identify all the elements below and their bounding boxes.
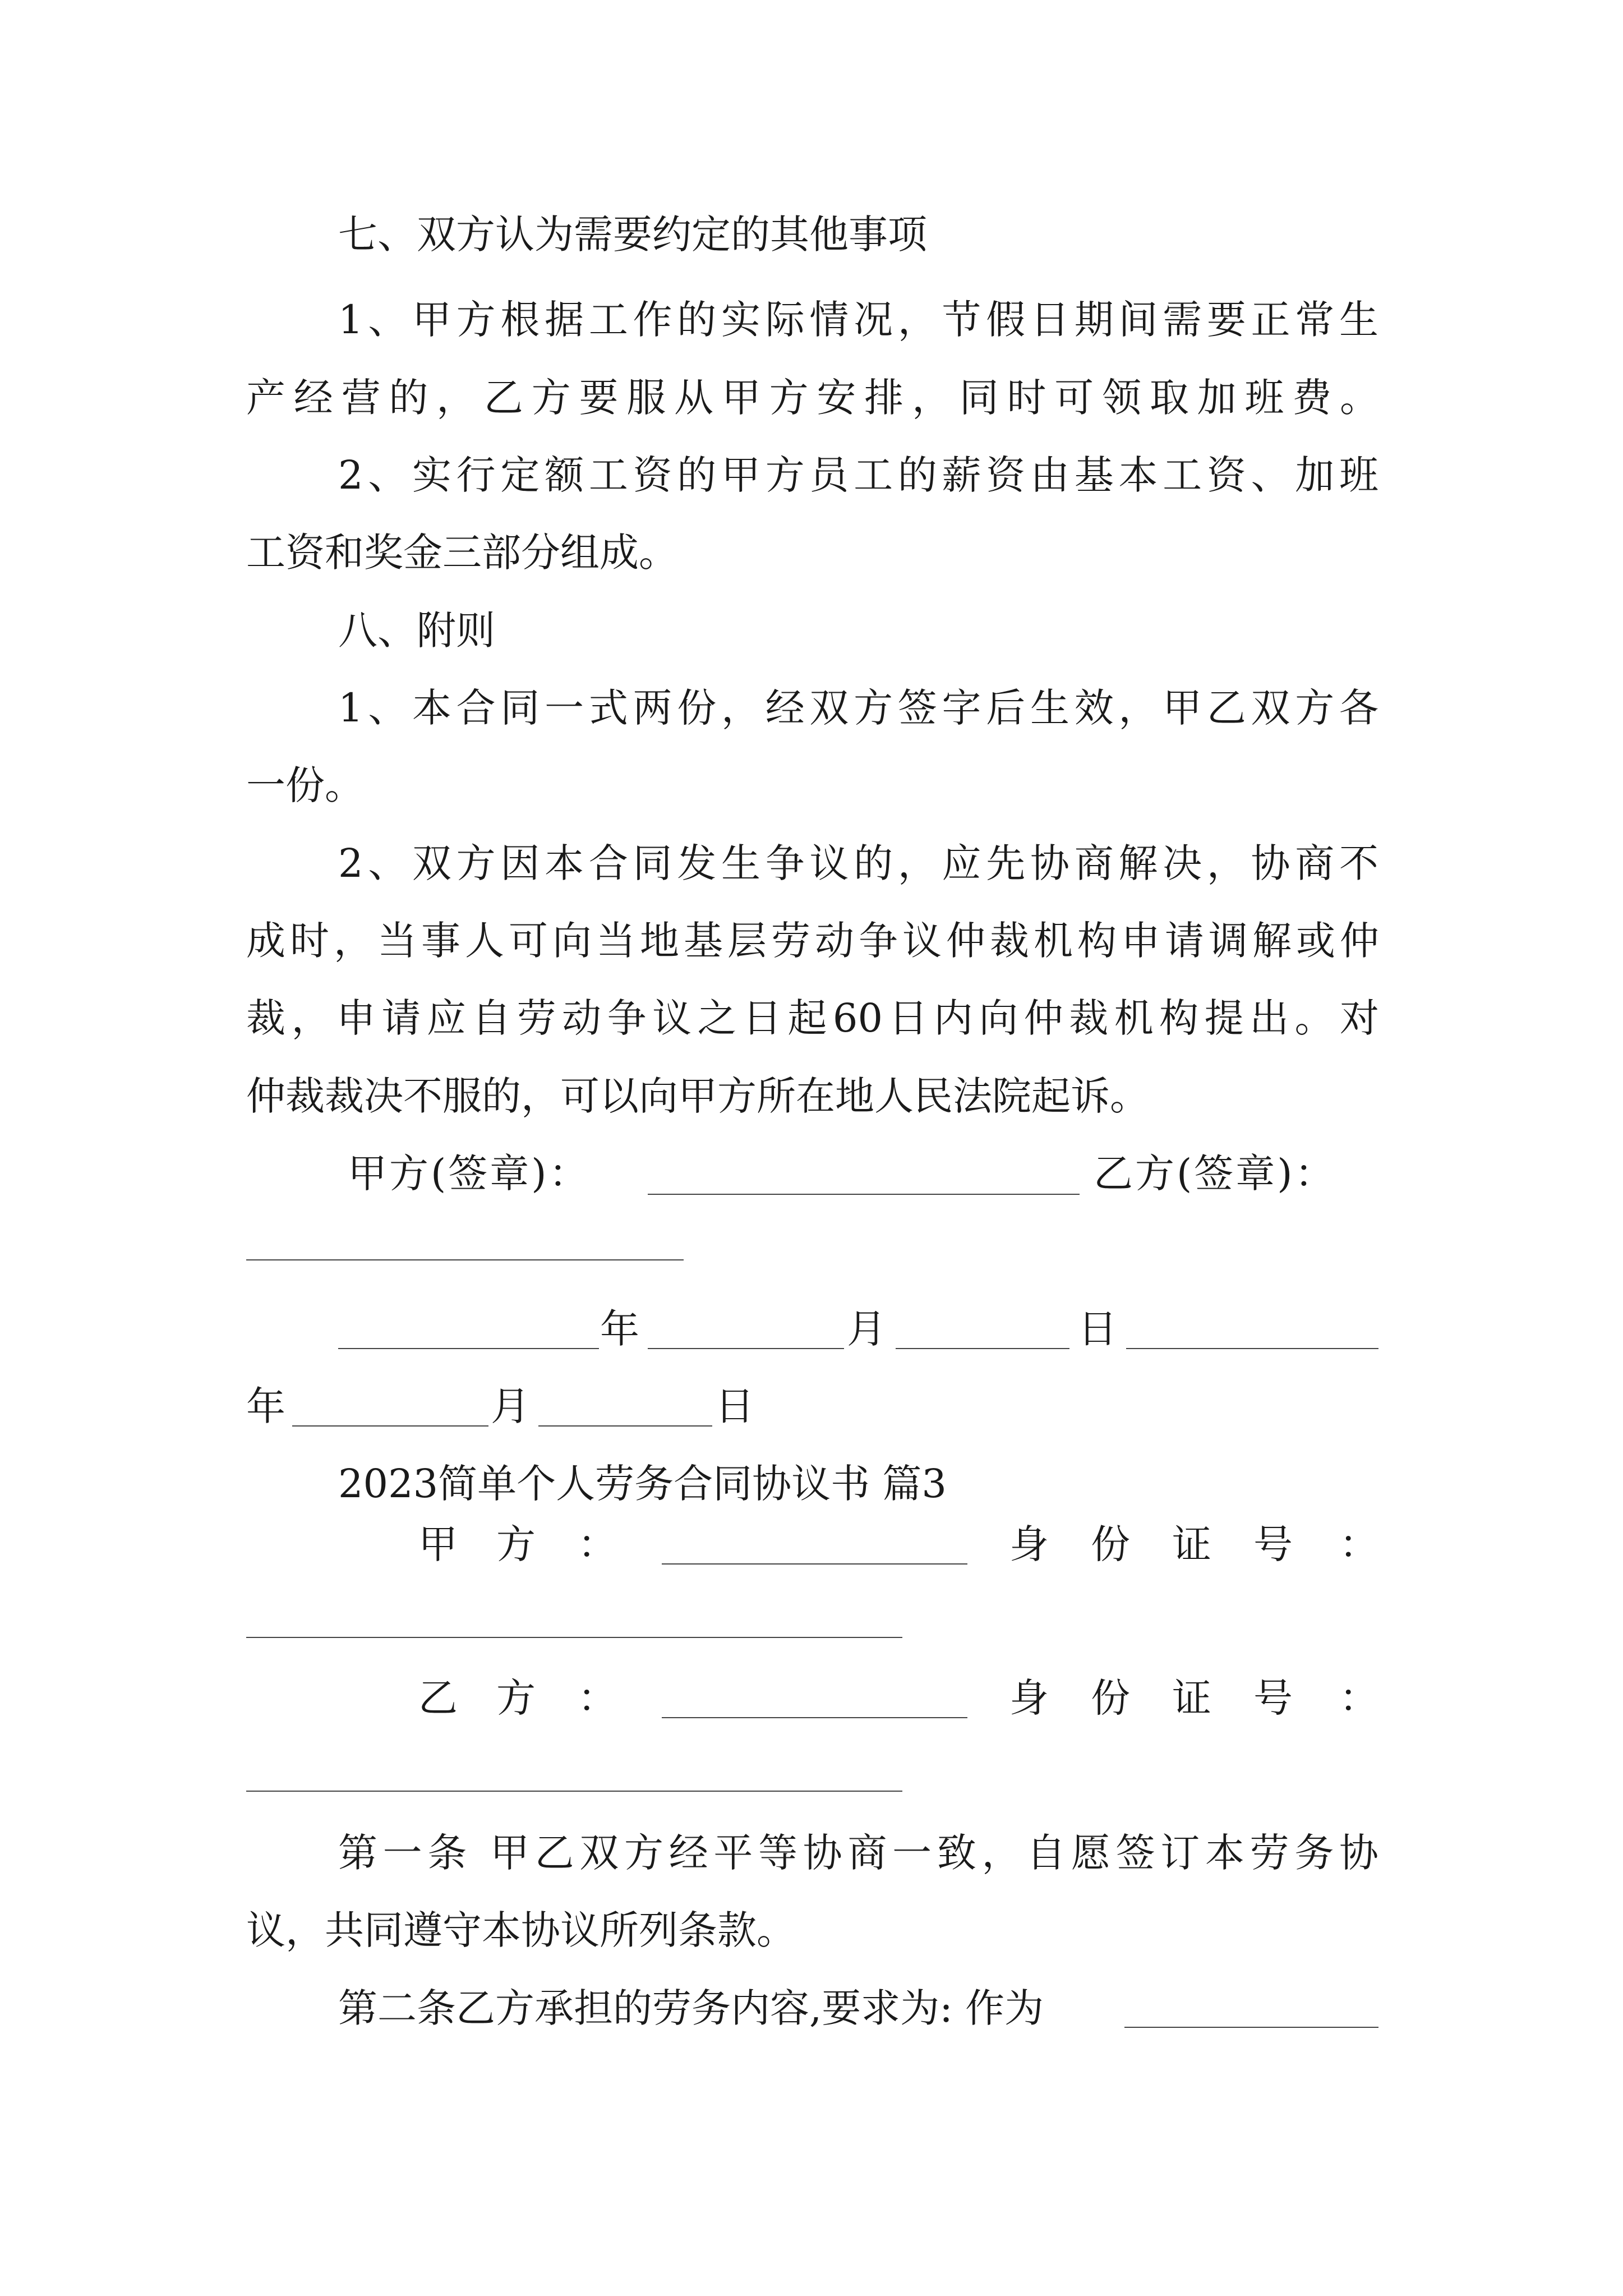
party-b-id-blank[interactable] bbox=[246, 1791, 902, 1792]
day-label: 日 bbox=[715, 1383, 754, 1429]
paragraph-line: 一份。 bbox=[246, 762, 364, 808]
year-blank[interactable] bbox=[1126, 1348, 1378, 1349]
day-blank[interactable] bbox=[538, 1425, 712, 1427]
paragraph-line: 第一条 甲乙双方经平等协商一致，自愿签订本劳务协 bbox=[338, 1830, 1378, 1876]
paragraph-line: 议，共同遵守本协议所列条款。 bbox=[246, 1907, 796, 1953]
party-a-label-char: ： bbox=[578, 1521, 617, 1567]
year-label: 年 bbox=[600, 1306, 639, 1352]
id-label-char: 身 bbox=[1009, 1521, 1049, 1567]
party-a-sign-blank[interactable] bbox=[648, 1194, 1080, 1195]
party-a-label-char: 方 bbox=[496, 1521, 536, 1567]
party-b-label-char: 方 bbox=[496, 1675, 536, 1721]
party-b-label-char: 乙 bbox=[418, 1675, 458, 1721]
paragraph-line: 工资和奖金三部分组成。 bbox=[246, 530, 678, 576]
paragraph-line: 1、本合同一式两份，经双方签字后生效，甲乙双方各 bbox=[338, 685, 1378, 731]
month-blank[interactable] bbox=[292, 1425, 488, 1427]
paragraph-line: 2、实行定额工资的甲方员工的薪资由基本工资、加班 bbox=[338, 452, 1378, 498]
paragraph-line: 成时，当事人可向当地基层劳动争议仲裁机构申请调解或仲 bbox=[246, 918, 1379, 964]
id-label-char: ： bbox=[1339, 1521, 1378, 1567]
id-label-char: 证 bbox=[1172, 1521, 1211, 1567]
month-blank[interactable] bbox=[648, 1348, 844, 1349]
section-heading: 七、双方认为需要约定的其他事项 bbox=[338, 211, 927, 257]
month-label: 月 bbox=[847, 1306, 886, 1352]
id-label-char: 份 bbox=[1091, 1675, 1130, 1721]
day-blank[interactable] bbox=[896, 1348, 1069, 1349]
id-label-char: 证 bbox=[1172, 1675, 1211, 1721]
party-b-name-blank[interactable] bbox=[662, 1717, 967, 1718]
party-a-sign-label: 甲方(签章)： bbox=[348, 1151, 591, 1197]
paragraph-line: 产经营的，乙方要服从甲方安排，同时可领取加班费。 bbox=[246, 375, 1379, 421]
month-label: 月 bbox=[491, 1383, 530, 1429]
paragraph-line: 裁，申请应自劳动争议之日起60日内向仲裁机构提出。对 bbox=[246, 995, 1379, 1041]
id-label-char: 份 bbox=[1091, 1521, 1130, 1567]
party-b-sign-label: 乙方(签章)： bbox=[1094, 1151, 1336, 1197]
day-label: 日 bbox=[1078, 1306, 1117, 1352]
id-label-char: 号 bbox=[1253, 1521, 1293, 1567]
id-label-char: 身 bbox=[1009, 1675, 1049, 1721]
party-a-id-blank[interactable] bbox=[246, 1637, 902, 1638]
paragraph-line: 1、甲方根据工作的实际情况，节假日期间需要正常生 bbox=[338, 297, 1378, 343]
section-heading: 八、附则 bbox=[338, 608, 495, 654]
paragraph-line: 第二条乙方承担的劳务内容,要求为: 作为 bbox=[338, 1985, 1044, 2031]
party-b-sign-blank[interactable] bbox=[246, 1259, 684, 1260]
party-a-label-char: 甲 bbox=[418, 1521, 458, 1567]
party-b-label-char: ： bbox=[578, 1675, 617, 1721]
id-label-char: 号 bbox=[1253, 1675, 1293, 1721]
party-a-name-blank[interactable] bbox=[662, 1563, 967, 1565]
paragraph-line: 2、双方因本合同发生争议的，应先协商解决，协商不 bbox=[338, 840, 1378, 886]
year-label: 年 bbox=[246, 1383, 285, 1429]
id-label-char: ： bbox=[1339, 1675, 1378, 1721]
section-title: 2023简单个人劳务合同协议书 篇3 bbox=[338, 1461, 947, 1507]
year-blank[interactable] bbox=[338, 1348, 599, 1349]
paragraph-line: 仲裁裁决不服的，可以向甲方所在地人民法院起诉。 bbox=[246, 1073, 1149, 1119]
service-content-blank[interactable] bbox=[1124, 2027, 1378, 2028]
